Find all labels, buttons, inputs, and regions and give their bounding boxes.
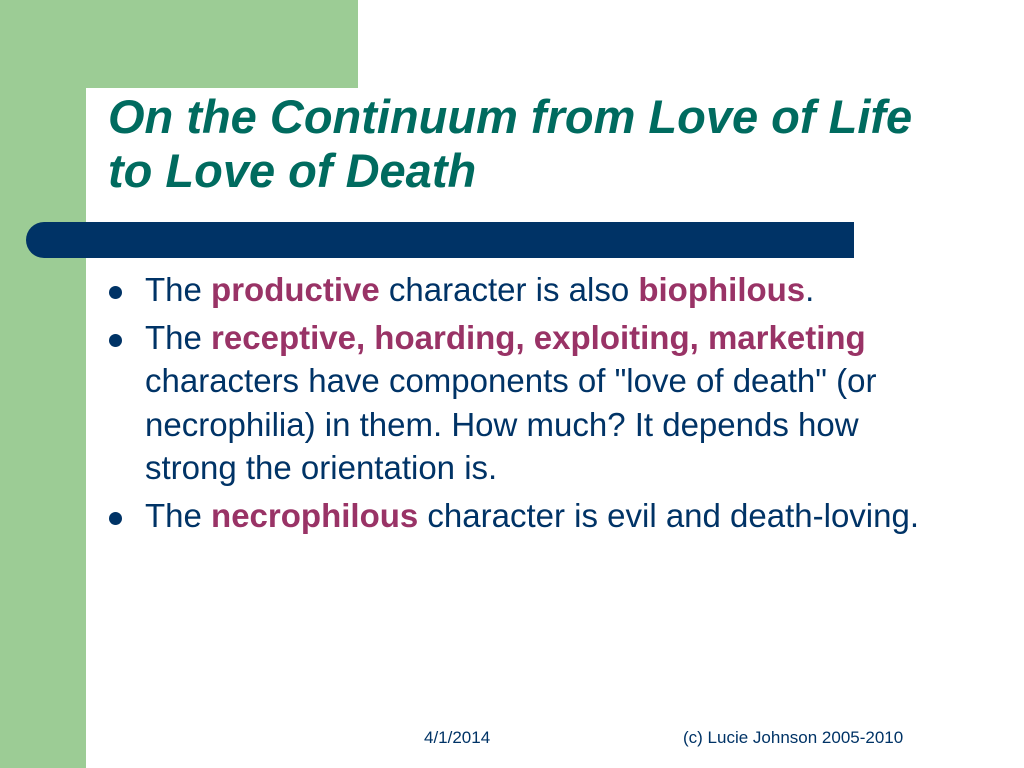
bullet-text: character is evil and death-loving. [418, 496, 920, 534]
bullet-text: character is also [379, 271, 639, 308]
bullet-dot-icon [109, 512, 122, 525]
bullet-text: . [805, 271, 815, 308]
bullet-text: The [145, 271, 212, 308]
footer-date: 4/1/2014 [424, 728, 491, 747]
bullet-text: The [145, 496, 212, 534]
slide-title: On the Continuum from Love of Life to Love of Death [108, 90, 913, 197]
bullet-item-nonproductive [108, 316, 938, 490]
bullet-highlight: productive [211, 271, 380, 308]
bullet-highlight: biophilous [638, 271, 806, 308]
bullet-highlight: necrophilous [211, 496, 419, 534]
bullet-text: The [145, 318, 212, 356]
bullet-dot-icon [109, 286, 122, 299]
bullet-item-productive [108, 268, 938, 312]
decorative-green-strip [0, 0, 86, 768]
bullet-list [108, 268, 938, 541]
bullet-text: characters have components of "love of death" (or necrophilia) in them. How much? It depends how strong the orientation is. [145, 362, 877, 486]
bullet-dot-icon [109, 334, 122, 347]
footer-copyright: (c) Lucie Johnson 2005-2010 [683, 728, 904, 747]
bullet-item-necrophilous [108, 494, 938, 538]
title-divider-bar [26, 222, 854, 258]
bullet-highlight: receptive, hoarding, exploiting, marketing [211, 318, 866, 356]
